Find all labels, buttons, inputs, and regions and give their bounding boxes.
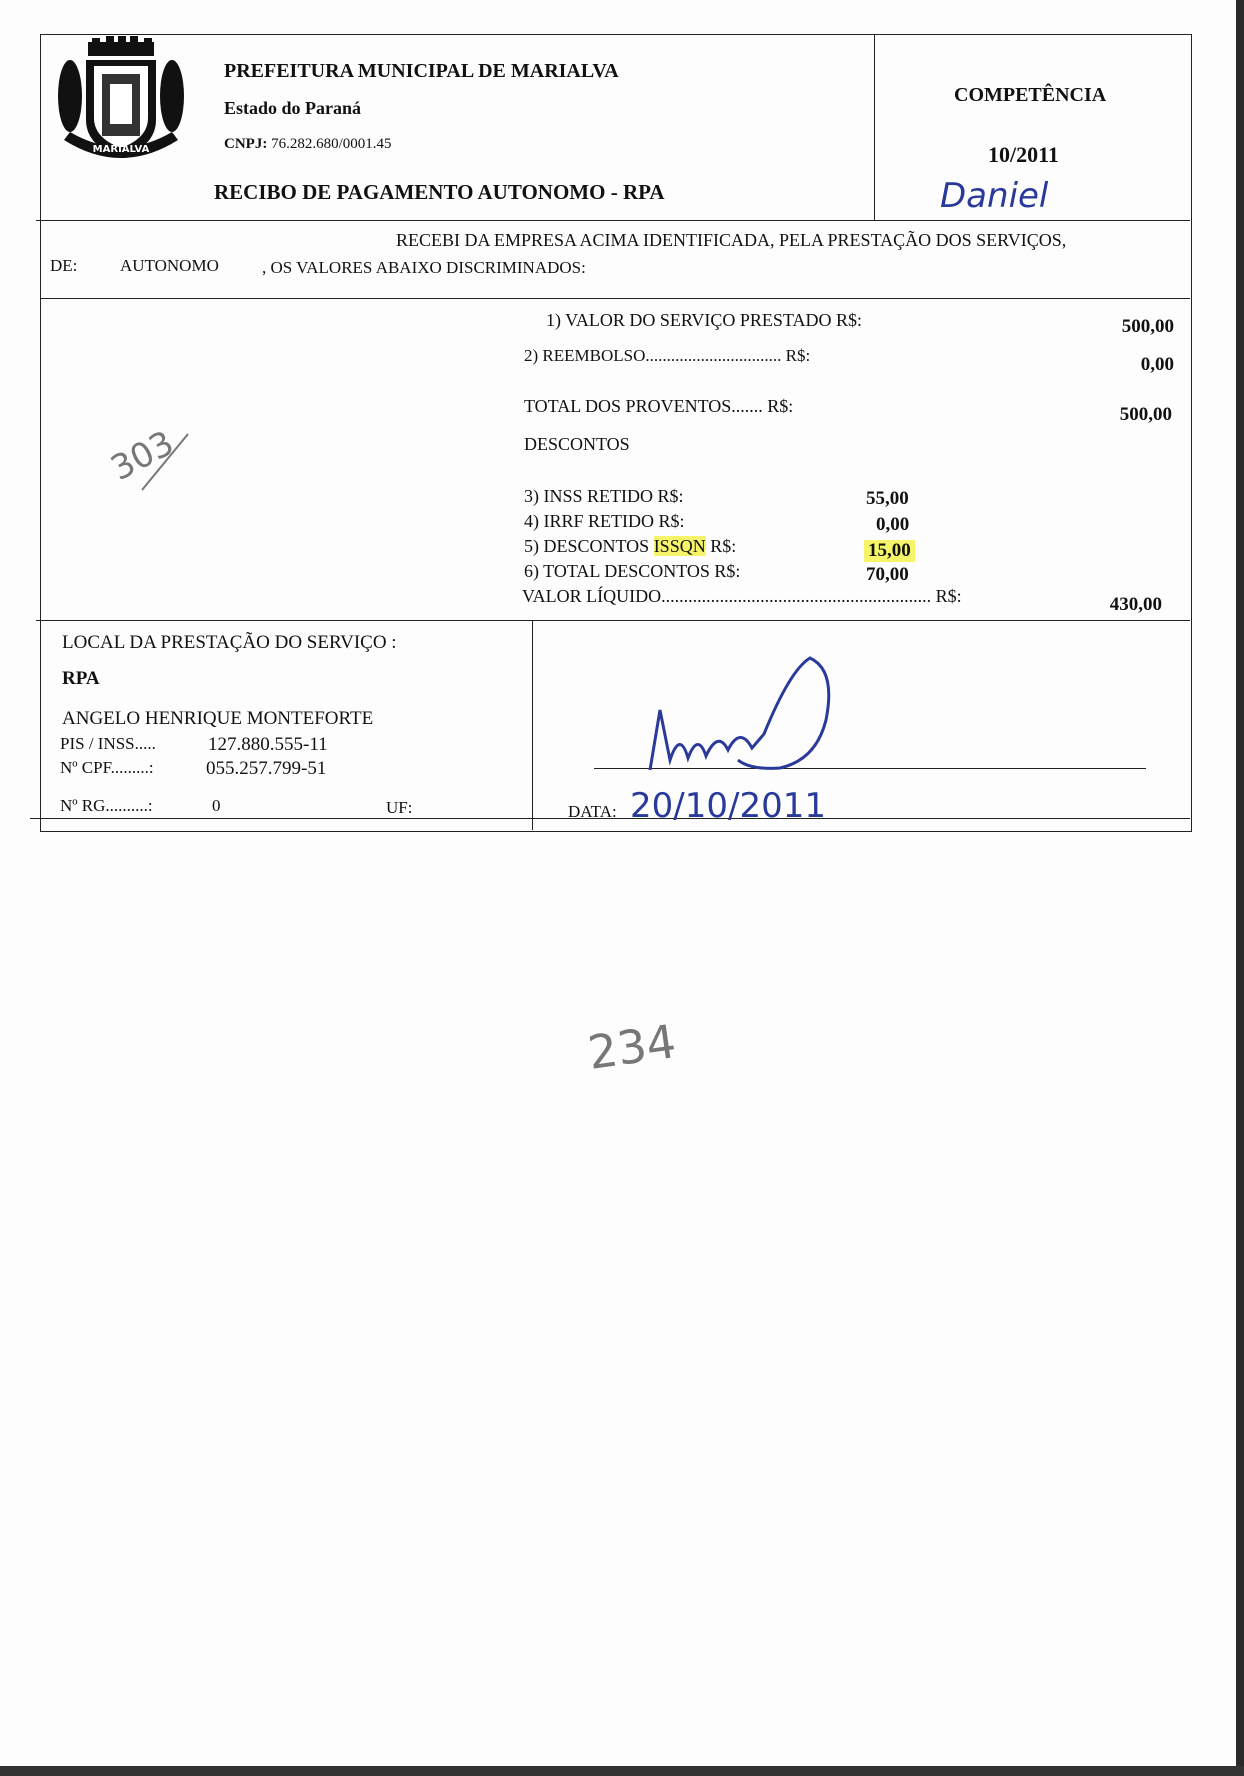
header-bottom-line — [36, 220, 1190, 221]
item6-value: 70,00 — [866, 564, 909, 585]
rg-label: Nº RG..........: — [60, 796, 153, 815]
competencia-value: 10/2011 — [988, 142, 1059, 167]
receipt-title: RECIBO DE PAGAMENTO AUTONOMO - RPA — [214, 180, 665, 204]
pencil-note: 303 — [104, 423, 181, 489]
item1-value: 500,00 — [1121, 316, 1174, 337]
pis-label: PIS / INSS..... — [60, 734, 156, 753]
issqn-highlight: ISSQN — [653, 536, 706, 556]
item3-label: 3) INSS RETIDO R$: — [524, 486, 684, 506]
data-value: 20/10/2011 — [630, 786, 826, 826]
de-value: AUTONOMO — [120, 256, 219, 275]
pis-value: 127.880.555-11 — [208, 734, 328, 755]
state-name: Estado do Paraná — [224, 98, 362, 118]
descontos-label: DESCONTOS — [524, 434, 630, 454]
provider-name: ANGELO HENRIQUE MONTEFORTE — [62, 708, 374, 729]
declaration-line1: RECEBI DA EMPRESA ACIMA IDENTIFICADA, PELA PRESTAÇÃO DOS SERVIÇOS, — [396, 230, 1067, 250]
total-proventos-value: 500,00 — [1119, 404, 1172, 425]
item5-label — [524, 536, 736, 557]
svg-text:MARIALVA: MARIALVA — [92, 144, 150, 155]
declaration-bottom-line — [40, 298, 1190, 299]
item2-label: 2) REEMBOLSO................................ R$: — [524, 346, 811, 365]
de-label: DE: — [50, 256, 78, 275]
values-bottom-line — [36, 620, 1190, 621]
cpf-value: 055.257.799-51 — [206, 758, 327, 779]
page-note: 234 — [584, 1014, 680, 1080]
total-proventos-label: TOTAL DOS PROVENTOS....... R$: — [524, 396, 794, 416]
item5-label-prefix: 5) DESCONTOS — [524, 536, 654, 556]
competencia-label: COMPETÊNCIA — [954, 84, 1107, 106]
item4-label: 4) IRRF RETIDO R$: — [524, 511, 685, 531]
cnpj — [224, 136, 392, 153]
item1-label: 1) VALOR DO SERVIÇO PRESTADO R$: — [546, 310, 862, 330]
item2-value: 0,00 — [1140, 354, 1174, 375]
item4-value: 0,00 — [876, 514, 910, 535]
local-label: LOCAL DA PRESTAÇÃO DO SERVIÇO : — [62, 632, 397, 653]
pencil-slash — [136, 430, 196, 499]
bottom-divider — [532, 620, 533, 830]
rg-value: 0 — [212, 796, 221, 815]
signature-drawing — [640, 650, 840, 785]
item5-label-suffix: R$: — [705, 536, 737, 556]
item5-value: 15,00 — [864, 540, 915, 562]
cnpj-value: 76.282.680/0001.45 — [271, 136, 392, 152]
item6-label: 6) TOTAL DESCONTOS R$: — [524, 561, 741, 581]
data-label: DATA: — [568, 802, 617, 821]
item3-value: 55,00 — [866, 488, 909, 509]
valor-liquido-value: 430,00 — [1109, 594, 1162, 615]
cpf-label: Nº CPF.........: — [60, 758, 154, 777]
handwritten-initial: Daniel — [940, 176, 1049, 216]
scan-edge-right — [1236, 0, 1244, 1776]
org-name: PREFEITURA MUNICIPAL DE MARIALVA — [224, 60, 619, 82]
cnpj-label: CNPJ: — [224, 136, 268, 152]
municipal-seal — [54, 36, 188, 170]
scan-edge-bottom — [0, 1766, 1244, 1776]
header-divider — [874, 34, 875, 220]
valor-liquido-label: VALOR LÍQUIDO............................................................ R$: — [522, 586, 962, 606]
declaration-line2: , OS VALORES ABAIXO DISCRIMINADOS: — [262, 258, 586, 277]
uf-label: UF: — [386, 798, 413, 817]
local-value: RPA — [62, 668, 100, 689]
